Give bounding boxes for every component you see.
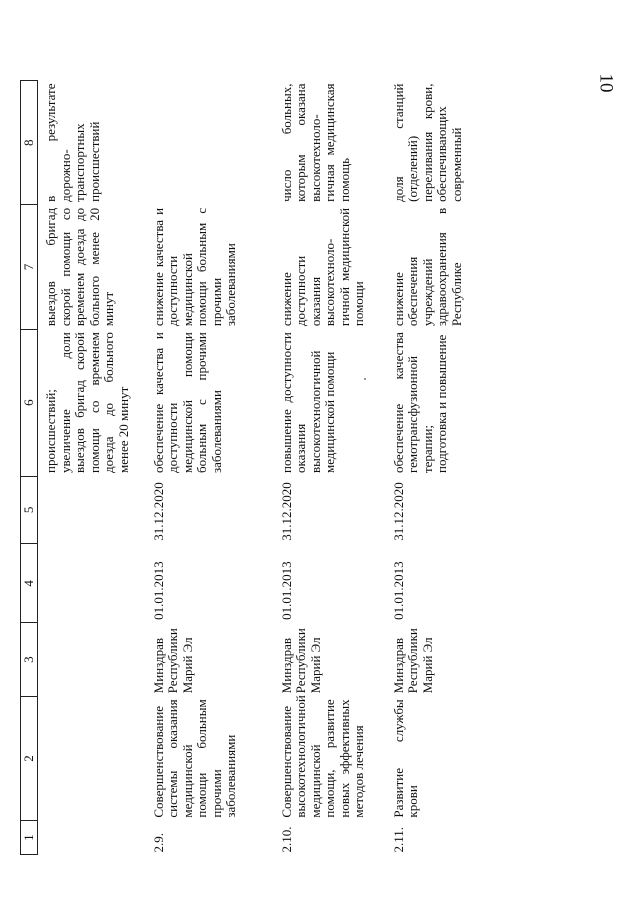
indicator (146, 81, 274, 205)
row-number: 2.10. (278, 826, 294, 853)
expected-effect: повышение доступности оказания высокотехнологичной медицинской помощи (278, 332, 338, 474)
executor: Минздрав Республики Марий Эл (150, 628, 195, 694)
indicator: в результате дорожно-транспортных происшествий (43, 83, 102, 202)
start-date: 01.01.2013 (390, 561, 406, 620)
executor: Минздрав Республики Марий Эл (390, 628, 435, 694)
measure-title: Совершенствование высокотехнологичной медицинской помощи, развитие новых эффективных методов лечения (278, 695, 367, 818)
indicator: число больных, которым оказана высокотехноло-гичная медицинская помощь (278, 83, 352, 202)
start-date: 01.01.2013 (278, 561, 294, 620)
col-header-6: 6 (21, 329, 38, 476)
row-number (38, 821, 146, 855)
measure-title: Развитие службы крови (390, 699, 421, 818)
consequence: снижение качества и доступности медицинской помощи больным с прочими заболеваниями (150, 207, 239, 327)
program-table (20, 80, 516, 855)
table-row (274, 81, 386, 855)
indicator: доля станций (отделений) переливания крови, обеспечивающих современный (390, 83, 464, 202)
program-table-sheet (20, 80, 540, 855)
col-header-2: 2 (21, 696, 38, 820)
start-date (38, 544, 146, 623)
measure-title (38, 696, 146, 820)
expected-effect: обеспечение качества и доступности медицинской помощи больным с прочими заболеваниями (150, 332, 224, 474)
end-date: 31.12.2020 (278, 482, 294, 541)
executor: Минздрав Республики Марий Эл (278, 628, 323, 694)
consequence: снижение доступности оказания высокотехноло-гичной медицинской помощи (278, 207, 367, 327)
row-number: 2.11. (390, 826, 406, 853)
row-number: 2.9. (150, 833, 166, 853)
col-header-7: 7 (21, 205, 38, 329)
consequence: выездов бригад скорой помощи со временем доезда до больного менее 20 минут (43, 207, 117, 327)
col-header-8: 8 (21, 81, 38, 205)
executor (38, 623, 146, 696)
start-date: 01.01.2013 (150, 561, 166, 620)
end-date (38, 476, 146, 544)
col-header-5: 5 (21, 476, 38, 544)
table-row (38, 81, 146, 855)
col-header-4: 4 (21, 544, 38, 623)
page-number: 10 (595, 73, 617, 93)
col-header-3: 3 (21, 623, 38, 696)
expected-effect: происшествий; увеличение доли выездов бригад скорой помощи со временем доезда до больного менее 20 минут (43, 332, 131, 474)
col-header-1: 1 (21, 821, 38, 855)
end-date: 31.12.2020 (150, 482, 166, 541)
end-date: 31.12.2020 (390, 482, 406, 541)
table-row (386, 81, 516, 855)
consequence: снижение обеспечения учреждений здравоохранения в Республике (390, 207, 464, 327)
expected-effect: обеспечение качества гемотрансфузионной терапии; подготовка и повышение (390, 332, 450, 474)
header-row (21, 81, 38, 855)
measure-title: Совершенствование системы оказания медицинской помощи больным прочими заболеваниями (150, 699, 239, 818)
table-row (146, 81, 274, 855)
